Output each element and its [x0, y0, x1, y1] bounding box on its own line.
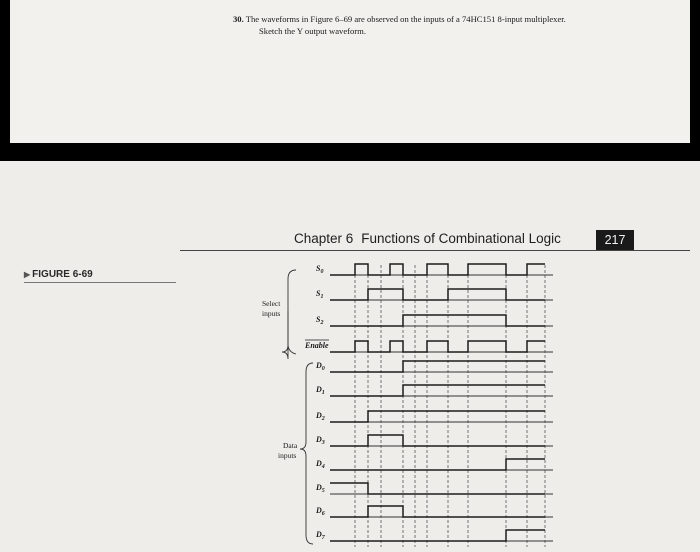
- problem-line-2: Sketch the Y output waveform.: [259, 25, 366, 36]
- problem-number: 30.: [233, 14, 244, 24]
- figure-label-text: FIGURE 6-69: [32, 269, 93, 280]
- label-d6: $D_6$: [316, 506, 325, 517]
- data-group-label-2: inputs: [278, 451, 297, 460]
- signal-labels: [304, 264, 329, 541]
- label-d0: $D_0$: [316, 361, 325, 372]
- label-d5: $D_5$: [316, 483, 325, 494]
- waveform-enable: [330, 341, 545, 352]
- textbook-page: [0, 161, 700, 552]
- select-group-label-1: Select: [262, 299, 281, 308]
- waveform-d2: [330, 411, 545, 422]
- data-group-label-1: Data: [283, 441, 298, 450]
- label-d7: $D_7$: [316, 530, 325, 541]
- chapter-number: Chapter 6: [294, 231, 354, 246]
- label-d4: $D_4$: [316, 459, 325, 470]
- waveform-d7: [330, 530, 545, 541]
- problem-line-1: The waveforms in Figure 6–69 are observed on the inputs of a 74HC151 8-input multiplexer.: [245, 14, 566, 24]
- label-d3: $D_3$: [316, 435, 325, 446]
- page-number: 217: [596, 230, 634, 250]
- waveform-d0: [330, 361, 545, 372]
- select-brace: [282, 270, 296, 359]
- waveform-s1: [330, 289, 545, 300]
- waveform-d4: [330, 459, 545, 470]
- select-group-label-2: inputs: [262, 309, 281, 318]
- label-enable: Enable: [305, 341, 329, 350]
- label-d1: $D_1$: [316, 385, 325, 396]
- waveforms: [330, 264, 545, 541]
- pointer-icon: ▶: [24, 270, 31, 279]
- label-s0: $S_0$: [316, 264, 324, 275]
- chapter-title: Functions of Combinational Logic: [361, 231, 561, 246]
- problem-page: [10, 0, 690, 143]
- problem-statement: [233, 14, 673, 37]
- waveform-d5: [330, 483, 545, 494]
- timing-diagram: [0, 161, 700, 552]
- waveform-d3: [330, 435, 545, 446]
- label-s2: $S_2$: [316, 315, 324, 326]
- label-d2: $D_2$: [316, 411, 325, 422]
- label-s1: $S_1$: [316, 289, 324, 300]
- time-gridlines: [355, 265, 545, 547]
- select-brace-lower: [288, 311, 296, 354]
- waveform-s2: [330, 315, 545, 326]
- waveform-d1: [330, 385, 545, 396]
- data-brace: [300, 363, 313, 544]
- waveform-s0: [330, 264, 545, 275]
- waveform-d6: [330, 506, 545, 517]
